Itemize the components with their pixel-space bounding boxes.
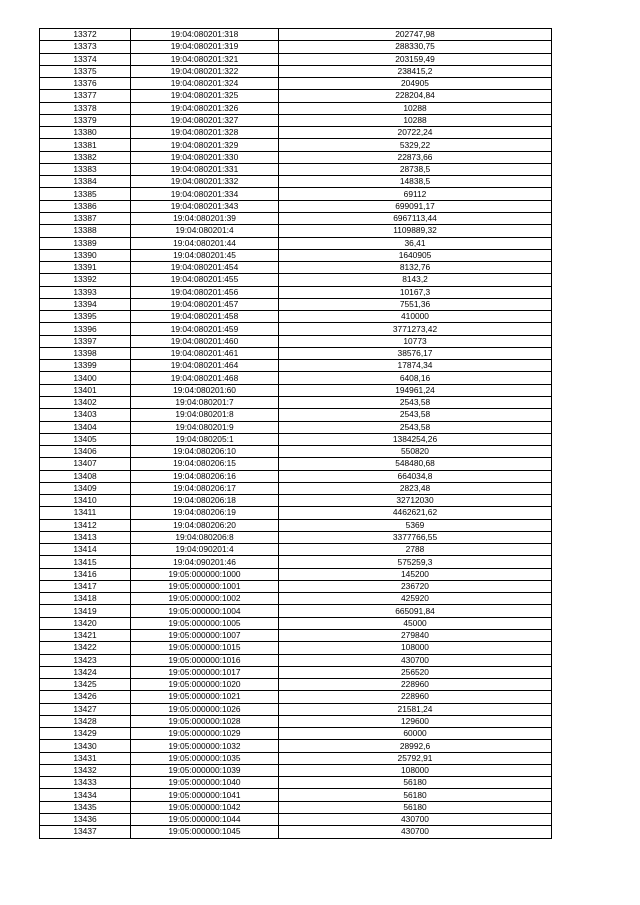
table-row	[40, 151, 552, 163]
cadastral-number-cell: 19:04:080201:330	[131, 151, 279, 163]
table-row	[40, 114, 552, 126]
value-cell: 204905	[279, 78, 552, 90]
table-row	[40, 507, 552, 519]
table-row	[40, 519, 552, 531]
table-row	[40, 237, 552, 249]
value-cell: 17874,34	[279, 360, 552, 372]
row-number-cell: 13417	[40, 580, 131, 592]
cadastral-number-cell: 19:04:080201:45	[131, 249, 279, 261]
value-cell: 228960	[279, 679, 552, 691]
value-cell: 410000	[279, 311, 552, 323]
cadastral-number-cell: 19:04:080201:456	[131, 286, 279, 298]
table-row	[40, 654, 552, 666]
row-number-cell: 13402	[40, 396, 131, 408]
row-number-cell: 13376	[40, 78, 131, 90]
value-cell: 548480,68	[279, 458, 552, 470]
table-row	[40, 728, 552, 740]
cadastral-number-cell: 19:04:080201:324	[131, 78, 279, 90]
table-row	[40, 679, 552, 691]
value-cell: 8143,2	[279, 274, 552, 286]
cadastral-number-cell: 19:04:080201:9	[131, 421, 279, 433]
row-number-cell: 13385	[40, 188, 131, 200]
row-number-cell: 13422	[40, 642, 131, 654]
value-cell: 3377766,55	[279, 531, 552, 543]
value-cell: 5369	[279, 519, 552, 531]
cadastral-number-cell: 19:05:000000:1040	[131, 777, 279, 789]
value-cell: 699091,17	[279, 200, 552, 212]
row-number-cell: 13392	[40, 274, 131, 286]
cadastral-number-cell: 19:04:080201:334	[131, 188, 279, 200]
row-number-cell: 13407	[40, 458, 131, 470]
row-number-cell: 13414	[40, 544, 131, 556]
cadastral-number-cell: 19:04:080206:18	[131, 495, 279, 507]
cadastral-number-cell: 19:04:080201:327	[131, 114, 279, 126]
row-number-cell: 13430	[40, 740, 131, 752]
row-number-cell: 13423	[40, 654, 131, 666]
row-number-cell: 13429	[40, 728, 131, 740]
value-cell: 10167,3	[279, 286, 552, 298]
table-row	[40, 421, 552, 433]
row-number-cell: 13406	[40, 446, 131, 458]
table-row	[40, 764, 552, 776]
table-row	[40, 826, 552, 838]
row-number-cell: 13395	[40, 311, 131, 323]
cadastral-number-cell: 19:05:000000:1001	[131, 580, 279, 592]
cadastral-number-cell: 19:04:080206:16	[131, 470, 279, 482]
table-row	[40, 544, 552, 556]
cadastral-number-cell: 19:04:080201:460	[131, 335, 279, 347]
table-row	[40, 90, 552, 102]
value-cell: 1109889,32	[279, 225, 552, 237]
table-row	[40, 249, 552, 261]
table-row	[40, 102, 552, 114]
row-number-cell: 13393	[40, 286, 131, 298]
cadastral-number-cell: 19:05:000000:1002	[131, 593, 279, 605]
row-number-cell: 13382	[40, 151, 131, 163]
value-cell: 575259,3	[279, 556, 552, 568]
table-body	[40, 29, 552, 839]
cadastral-number-cell: 19:04:080201:331	[131, 163, 279, 175]
row-number-cell: 13408	[40, 470, 131, 482]
cadastral-number-cell: 19:05:000000:1032	[131, 740, 279, 752]
value-cell: 279840	[279, 630, 552, 642]
row-number-cell: 13374	[40, 53, 131, 65]
table-row	[40, 347, 552, 359]
cadastral-number-cell: 19:05:000000:1005	[131, 617, 279, 629]
table-row	[40, 262, 552, 274]
table-row	[40, 531, 552, 543]
row-number-cell: 13428	[40, 715, 131, 727]
table-row	[40, 29, 552, 41]
table-row	[40, 212, 552, 224]
row-number-cell: 13377	[40, 90, 131, 102]
table-row	[40, 78, 552, 90]
table-row	[40, 617, 552, 629]
value-cell: 430700	[279, 654, 552, 666]
table-row	[40, 814, 552, 826]
table-row	[40, 396, 552, 408]
row-number-cell: 13401	[40, 384, 131, 396]
value-cell: 228960	[279, 691, 552, 703]
row-number-cell: 13397	[40, 335, 131, 347]
row-number-cell: 13427	[40, 703, 131, 715]
value-cell: 145200	[279, 568, 552, 580]
row-number-cell: 13404	[40, 421, 131, 433]
cadastral-number-cell: 19:04:080206:10	[131, 446, 279, 458]
cadastral-number-cell: 19:05:000000:1041	[131, 789, 279, 801]
cadastral-number-cell: 19:04:080206:19	[131, 507, 279, 519]
cadastral-number-cell: 19:04:080201:459	[131, 323, 279, 335]
table-row	[40, 580, 552, 592]
table-row	[40, 691, 552, 703]
table-row	[40, 200, 552, 212]
value-cell: 425920	[279, 593, 552, 605]
value-cell: 665091,84	[279, 605, 552, 617]
table-row	[40, 482, 552, 494]
cadastral-number-cell: 19:05:000000:1016	[131, 654, 279, 666]
row-number-cell: 13373	[40, 41, 131, 53]
cadastral-number-cell: 19:05:000000:1039	[131, 764, 279, 776]
value-cell: 238415,2	[279, 65, 552, 77]
cadastral-number-cell: 19:04:080206:8	[131, 531, 279, 543]
table-row	[40, 789, 552, 801]
row-number-cell: 13418	[40, 593, 131, 605]
table-row	[40, 384, 552, 396]
value-cell: 28992,6	[279, 740, 552, 752]
table-row	[40, 163, 552, 175]
cadastral-number-cell: 19:05:000000:1007	[131, 630, 279, 642]
value-cell: 6967113,44	[279, 212, 552, 224]
value-cell: 22873,66	[279, 151, 552, 163]
table-row	[40, 752, 552, 764]
cadastral-number-cell: 19:05:000000:1026	[131, 703, 279, 715]
row-number-cell: 13415	[40, 556, 131, 568]
cadastral-number-cell: 19:04:080201:60	[131, 384, 279, 396]
row-number-cell: 13434	[40, 789, 131, 801]
cadastral-number-cell: 19:04:080201:455	[131, 274, 279, 286]
table-row	[40, 41, 552, 53]
row-number-cell: 13435	[40, 801, 131, 813]
row-number-cell: 13399	[40, 360, 131, 372]
cadastral-number-cell: 19:04:080201:39	[131, 212, 279, 224]
value-cell: 194961,24	[279, 384, 552, 396]
table-row	[40, 274, 552, 286]
cadastral-number-cell: 19:05:000000:1020	[131, 679, 279, 691]
cadastral-number-cell: 19:04:080201:319	[131, 41, 279, 53]
cadastral-number-cell: 19:04:080201:322	[131, 65, 279, 77]
cadastral-number-cell: 19:05:000000:1004	[131, 605, 279, 617]
table-row	[40, 139, 552, 151]
table-row	[40, 65, 552, 77]
value-cell: 129600	[279, 715, 552, 727]
cadastral-number-cell: 19:04:080201:328	[131, 127, 279, 139]
value-cell: 21581,24	[279, 703, 552, 715]
row-number-cell: 13398	[40, 347, 131, 359]
row-number-cell: 13413	[40, 531, 131, 543]
row-number-cell: 13412	[40, 519, 131, 531]
row-number-cell: 13379	[40, 114, 131, 126]
cadastral-number-cell: 19:05:000000:1045	[131, 826, 279, 838]
value-cell: 2543,58	[279, 409, 552, 421]
value-cell: 256520	[279, 666, 552, 678]
table-row	[40, 311, 552, 323]
row-number-cell: 13372	[40, 29, 131, 41]
row-number-cell: 13419	[40, 605, 131, 617]
value-cell: 430700	[279, 814, 552, 826]
value-cell: 2543,58	[279, 421, 552, 433]
table-row	[40, 593, 552, 605]
cadastral-number-cell: 19:04:080201:461	[131, 347, 279, 359]
cadastral-number-cell: 19:04:080201:468	[131, 372, 279, 384]
value-cell: 36,41	[279, 237, 552, 249]
value-cell: 8132,76	[279, 262, 552, 274]
table-row	[40, 188, 552, 200]
cadastral-number-cell: 19:05:000000:1017	[131, 666, 279, 678]
row-number-cell: 13390	[40, 249, 131, 261]
table-row	[40, 286, 552, 298]
table-row	[40, 801, 552, 813]
row-number-cell: 13391	[40, 262, 131, 274]
table-row	[40, 225, 552, 237]
table-row	[40, 630, 552, 642]
row-number-cell: 13386	[40, 200, 131, 212]
cadastral-number-cell: 19:04:080201:8	[131, 409, 279, 421]
table-row	[40, 605, 552, 617]
cadastral-number-cell: 19:05:000000:1028	[131, 715, 279, 727]
row-number-cell: 13384	[40, 176, 131, 188]
row-number-cell: 13383	[40, 163, 131, 175]
table-row	[40, 458, 552, 470]
row-number-cell: 13380	[40, 127, 131, 139]
row-number-cell: 13433	[40, 777, 131, 789]
cadastral-number-cell: 19:04:080201:318	[131, 29, 279, 41]
value-cell: 4462621,62	[279, 507, 552, 519]
table-row	[40, 433, 552, 445]
row-number-cell: 13409	[40, 482, 131, 494]
row-number-cell: 13420	[40, 617, 131, 629]
row-number-cell: 13381	[40, 139, 131, 151]
table-row	[40, 298, 552, 310]
cadastral-number-cell: 19:04:080201:332	[131, 176, 279, 188]
cadastral-number-cell: 19:05:000000:1021	[131, 691, 279, 703]
value-cell: 2788	[279, 544, 552, 556]
table-row	[40, 740, 552, 752]
cadastral-number-cell: 19:04:080201:329	[131, 139, 279, 151]
value-cell: 32712030	[279, 495, 552, 507]
cadastral-number-cell: 19:05:000000:1029	[131, 728, 279, 740]
row-number-cell: 13394	[40, 298, 131, 310]
row-number-cell: 13437	[40, 826, 131, 838]
row-number-cell: 13403	[40, 409, 131, 421]
table-row	[40, 335, 552, 347]
value-cell: 28738,5	[279, 163, 552, 175]
table-row	[40, 323, 552, 335]
cadastral-number-cell: 19:04:080206:17	[131, 482, 279, 494]
row-number-cell: 13424	[40, 666, 131, 678]
cadastral-number-cell: 19:05:000000:1015	[131, 642, 279, 654]
table-row	[40, 446, 552, 458]
value-cell: 202747,98	[279, 29, 552, 41]
row-number-cell: 13396	[40, 323, 131, 335]
cadastral-number-cell: 19:05:000000:1000	[131, 568, 279, 580]
row-number-cell: 13411	[40, 507, 131, 519]
cadastral-number-cell: 19:04:080206:15	[131, 458, 279, 470]
value-cell: 10288	[279, 114, 552, 126]
value-cell: 45000	[279, 617, 552, 629]
row-number-cell: 13400	[40, 372, 131, 384]
row-number-cell: 13421	[40, 630, 131, 642]
value-cell: 56180	[279, 789, 552, 801]
value-cell: 60000	[279, 728, 552, 740]
row-number-cell: 13378	[40, 102, 131, 114]
value-cell: 108000	[279, 642, 552, 654]
value-cell: 203159,49	[279, 53, 552, 65]
row-number-cell: 13436	[40, 814, 131, 826]
row-number-cell: 13389	[40, 237, 131, 249]
value-cell: 38576,17	[279, 347, 552, 359]
table-row	[40, 642, 552, 654]
value-cell: 10288	[279, 102, 552, 114]
row-number-cell: 13410	[40, 495, 131, 507]
cadastral-number-cell: 19:04:080201:458	[131, 311, 279, 323]
value-cell: 2543,58	[279, 396, 552, 408]
value-cell: 69112	[279, 188, 552, 200]
cadastral-number-cell: 19:04:090201:46	[131, 556, 279, 568]
row-number-cell: 13405	[40, 433, 131, 445]
table-row	[40, 568, 552, 580]
row-number-cell: 13416	[40, 568, 131, 580]
table-row	[40, 127, 552, 139]
table-row	[40, 53, 552, 65]
value-cell: 3771273,42	[279, 323, 552, 335]
table-row	[40, 666, 552, 678]
value-cell: 664034,8	[279, 470, 552, 482]
value-cell: 14838,5	[279, 176, 552, 188]
cadastral-number-cell: 19:04:080201:343	[131, 200, 279, 212]
row-number-cell: 13425	[40, 679, 131, 691]
value-cell: 1384254,26	[279, 433, 552, 445]
value-cell: 550820	[279, 446, 552, 458]
table-row	[40, 470, 552, 482]
cadastral-number-cell: 19:04:080201:457	[131, 298, 279, 310]
table-row	[40, 176, 552, 188]
cadastral-number-cell: 19:04:080201:321	[131, 53, 279, 65]
value-cell: 1640905	[279, 249, 552, 261]
cadastral-number-cell: 19:04:080201:325	[131, 90, 279, 102]
table-row	[40, 495, 552, 507]
cadastral-number-cell: 19:04:080205:1	[131, 433, 279, 445]
table-row	[40, 360, 552, 372]
cadastral-number-cell: 19:04:080201:464	[131, 360, 279, 372]
cadastral-number-cell: 19:04:080201:44	[131, 237, 279, 249]
value-cell: 5329,22	[279, 139, 552, 151]
cadastral-number-cell: 19:05:000000:1035	[131, 752, 279, 764]
cadastral-number-cell: 19:04:090201:4	[131, 544, 279, 556]
table-row	[40, 556, 552, 568]
row-number-cell: 13375	[40, 65, 131, 77]
table-row	[40, 703, 552, 715]
value-cell: 228204,84	[279, 90, 552, 102]
table-row	[40, 715, 552, 727]
value-cell: 6408,16	[279, 372, 552, 384]
value-cell: 56180	[279, 801, 552, 813]
value-cell: 10773	[279, 335, 552, 347]
table-row	[40, 409, 552, 421]
cadastral-number-cell: 19:04:080201:4	[131, 225, 279, 237]
cadastral-number-cell: 19:04:080201:7	[131, 396, 279, 408]
value-cell: 7551,36	[279, 298, 552, 310]
table-row	[40, 372, 552, 384]
row-number-cell: 13432	[40, 764, 131, 776]
row-number-cell: 13388	[40, 225, 131, 237]
value-cell: 20722,24	[279, 127, 552, 139]
cadastral-number-cell: 19:05:000000:1042	[131, 801, 279, 813]
cadastral-number-cell: 19:04:080201:326	[131, 102, 279, 114]
row-number-cell: 13426	[40, 691, 131, 703]
table-row	[40, 777, 552, 789]
row-number-cell: 13431	[40, 752, 131, 764]
row-number-cell: 13387	[40, 212, 131, 224]
value-cell: 56180	[279, 777, 552, 789]
value-cell: 25792,91	[279, 752, 552, 764]
value-cell: 288330,75	[279, 41, 552, 53]
cadastral-number-cell: 19:04:080206:20	[131, 519, 279, 531]
cadastral-number-cell: 19:05:000000:1044	[131, 814, 279, 826]
cadastral-value-table	[39, 28, 552, 839]
value-cell: 2823,48	[279, 482, 552, 494]
value-cell: 236720	[279, 580, 552, 592]
value-cell: 430700	[279, 826, 552, 838]
value-cell: 108000	[279, 764, 552, 776]
cadastral-number-cell: 19:04:080201:454	[131, 262, 279, 274]
